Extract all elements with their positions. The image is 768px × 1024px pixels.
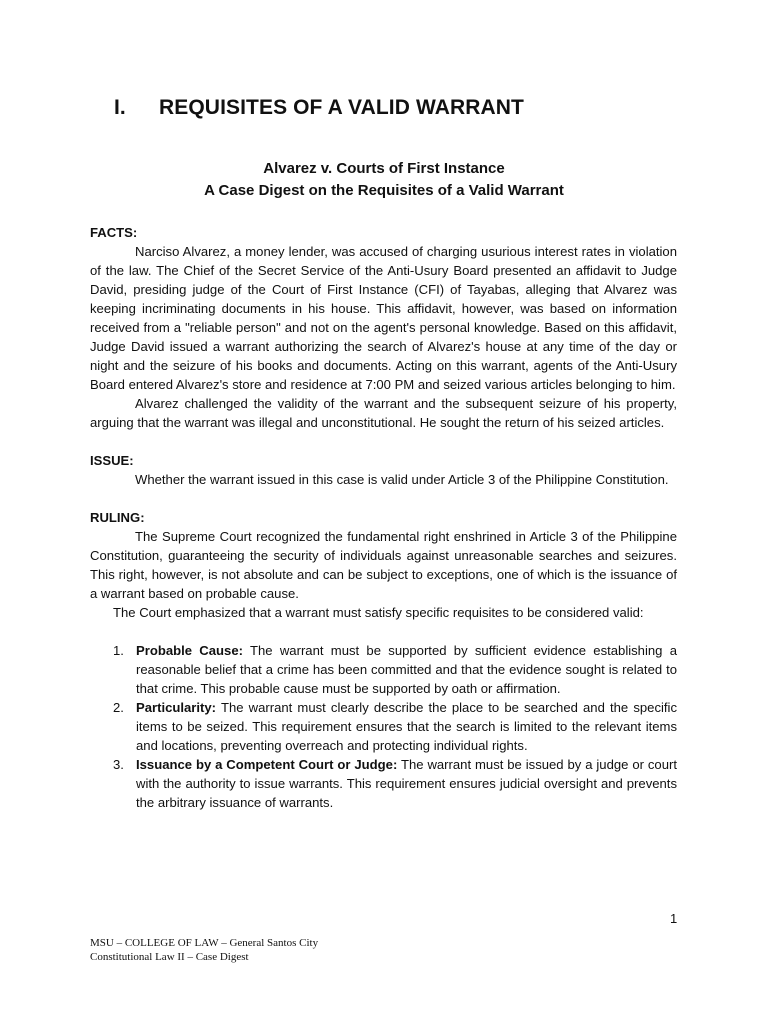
footer-line-1: MSU – COLLEGE OF LAW – General Santos City	[90, 937, 319, 949]
digest-body	[90, 223, 677, 812]
list-item-text: The warrant must be issued by a judge or court with the authority to issue warrants. This requirement ensures judicial oversight and prevents the arbitrary issuance of warrants.	[136, 757, 677, 810]
requisites-list	[90, 641, 677, 812]
facts-label: FACTS:	[90, 225, 138, 240]
ruling-paragraph-2: The Court emphasized that a warrant must satisfy specific requisites to be considered valid:	[113, 605, 644, 620]
list-item-text: The warrant must be supported by sufficient evidence establishing a reasonable belief that a crime has been committed and that the evidence sought is related to that crime. This probable cause must be supported by oath or affirmation.	[136, 643, 677, 696]
list-item	[90, 698, 677, 755]
list-item-number: 2.	[113, 700, 124, 715]
list-item-term: Particularity:	[136, 700, 217, 715]
section-title: REQUISITES OF A VALID WARRANT	[159, 96, 524, 119]
page-number: 1	[670, 911, 678, 926]
case-title: Alvarez v. Courts of First Instance	[263, 160, 505, 177]
list-item-term: Probable Cause:	[136, 643, 243, 658]
list-item	[90, 641, 677, 698]
facts-paragraph-1: Narciso Alvarez, a money lender, was accused of charging usurious interest rates in violation of the law. The Chief of the Secret Service of the Anti-Usury Board presented an affidavit to Judge David, presiding judge of the Court of First Instance (CFI) of Tayabas, alleging that Alvarez was keeping incriminating documents in his house. This affidavit, however, was based on information received from a "reliable person" and not on the agent's personal knowledge. Based on this affidavit, Judge David issued a warrant authorizing the search of Alvarez's house at any time of the day or night and the seizure of his books and documents. Acting on this warrant, agents of the Anti-Usury Board entered Alvarez's store and residence at 7:00 PM and seized various articles belonging to him.	[90, 244, 677, 392]
list-item-term: Issuance by a Competent Court or Judge:	[136, 757, 398, 772]
list-item-text: The warrant must clearly describe the place to be searched and the specific items to be seized. This requirement ensures that the search is limited to the relevant items and locations, preventing overreach and protecting individual rights.	[136, 700, 677, 753]
case-subtitle: A Case Digest on the Requisites of a Valid Warrant	[204, 182, 564, 199]
page-footer	[90, 936, 318, 964]
issue-label: ISSUE:	[90, 453, 134, 468]
facts-paragraph-2: Alvarez challenged the validity of the warrant and the subsequent seizure of his property, arguing that the warrant was illegal and unconstitutional. He sought the return of his seized articles.	[90, 396, 677, 430]
section-number: I.	[114, 96, 126, 119]
list-item	[90, 755, 677, 812]
case-title-block	[0, 158, 768, 202]
ruling-paragraph-1: The Supreme Court recognized the fundamental right enshrined in Article 3 of the Philippine Constitution, guaranteeing the security of individuals against unreasonable searches and seizures. This right, however, is not absolute and can be subject to exceptions, one of which is the issuance of a warrant based on probable cause.	[90, 529, 677, 601]
list-item-number: 3.	[113, 757, 124, 772]
issue-paragraph: Whether the warrant issued in this case is valid under Article 3 of the Philippine Constitution.	[135, 472, 669, 487]
section-heading	[114, 96, 524, 120]
footer-line-2: Constitutional Law II – Case Digest	[90, 951, 249, 963]
list-item-number: 1.	[113, 643, 124, 658]
ruling-label: RULING:	[90, 510, 145, 525]
